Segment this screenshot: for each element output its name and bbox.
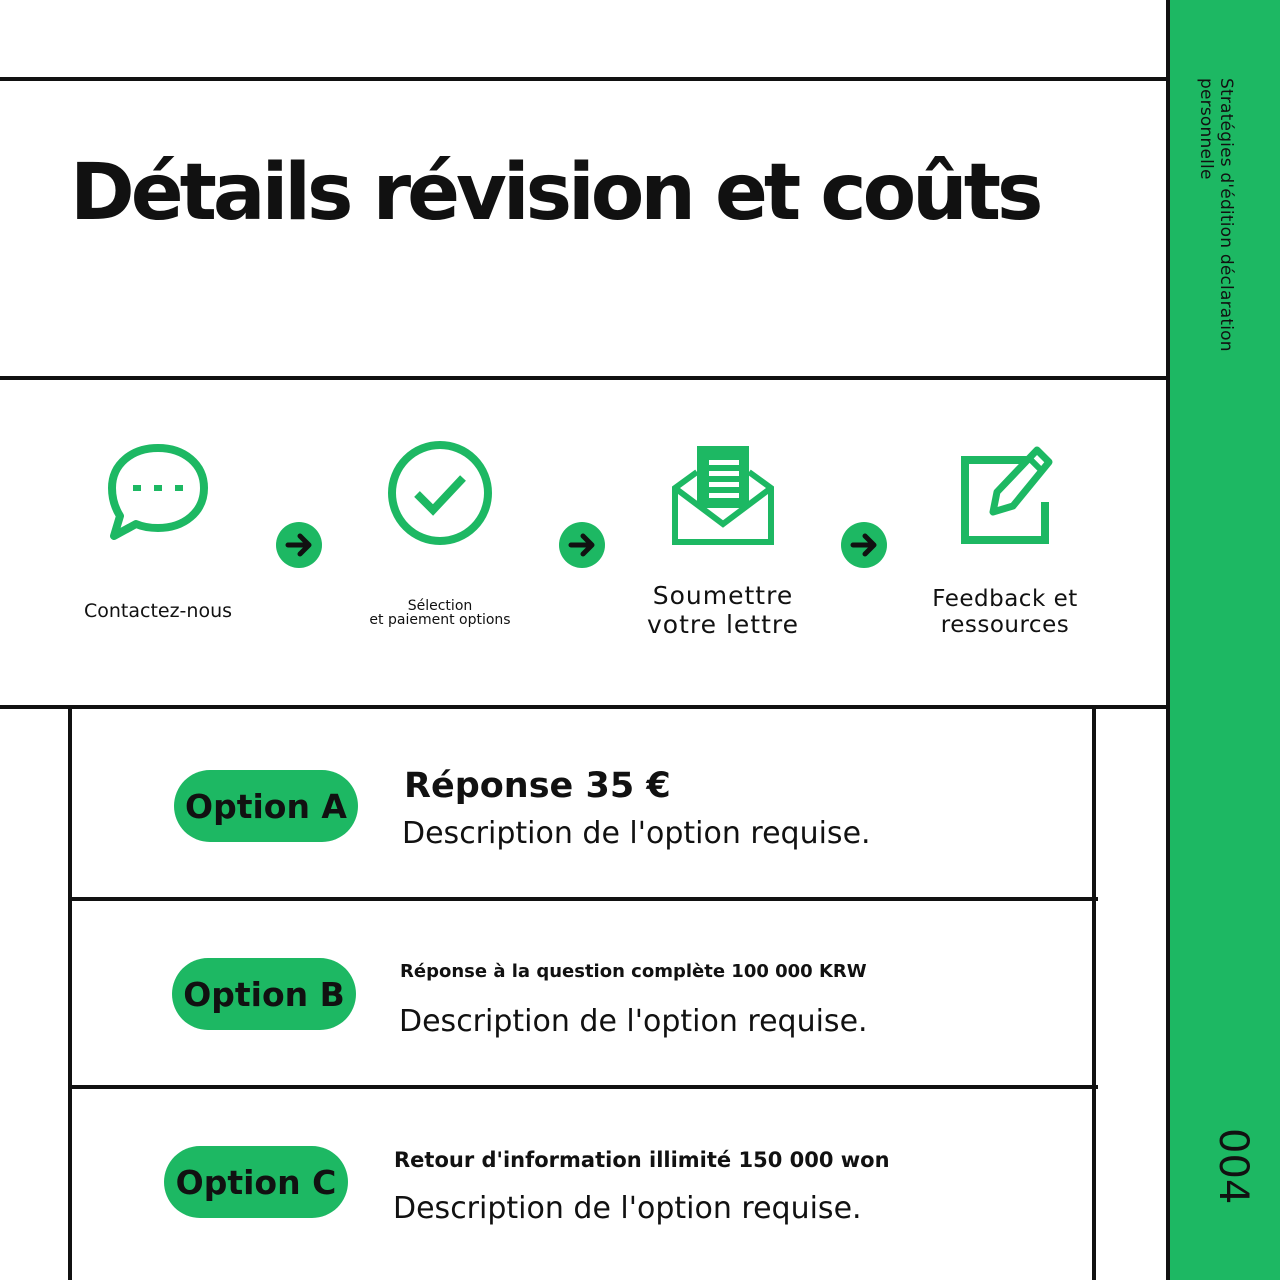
title-divider [0, 376, 1166, 380]
step-label-line2: votre lettre [647, 610, 799, 639]
step-submit [623, 440, 823, 639]
step-label: Contactez-nous [83, 600, 233, 622]
page-number: 004 [1210, 1128, 1256, 1205]
option-b-badge: Option B [172, 958, 356, 1030]
options-left-border [68, 706, 72, 1280]
option-divider [70, 1085, 1098, 1089]
steps-divider [0, 705, 1166, 709]
option-a-badge: Option A [174, 770, 358, 842]
option-c-badge: Option C [164, 1146, 348, 1218]
arrow-icon [559, 522, 605, 568]
arrow-icon [841, 522, 887, 568]
step-label-line2: ressources [940, 612, 1070, 638]
option-b-price: Réponse à la question complète 100 000 KRW [400, 961, 867, 982]
chat-bubble-icon [106, 440, 210, 544]
step-feedback [905, 440, 1105, 638]
option-divider [70, 897, 1098, 901]
option-a-price: Réponse 35 € [404, 766, 671, 806]
option-c-description: Description de l'option requise. [393, 1191, 862, 1226]
step-label-line1: Feedback et [932, 586, 1078, 612]
check-circle-icon [387, 440, 493, 546]
option-a-description: Description de l'option requise. [402, 816, 871, 851]
step-label-line1: Soumettre [652, 581, 794, 610]
step-contact [58, 440, 258, 622]
option-b-description: Description de l'option requise. [399, 1004, 868, 1039]
envelope-letter-icon [671, 440, 775, 546]
step-label-line2: et paiement options [369, 612, 511, 628]
step-label-line1: Sélection [407, 598, 473, 614]
options-right-border [1092, 706, 1096, 1280]
edit-square-icon [953, 440, 1057, 546]
arrow-icon [276, 522, 322, 568]
top-divider [0, 77, 1166, 81]
sidebar-vertical-text: Stratégies d'édition déclaration personnelle [1196, 78, 1236, 352]
step-selection [340, 440, 540, 628]
option-c-price: Retour d'information illimité 150 000 won [394, 1148, 890, 1172]
page-title: Détails révision et coûts [70, 148, 1040, 238]
